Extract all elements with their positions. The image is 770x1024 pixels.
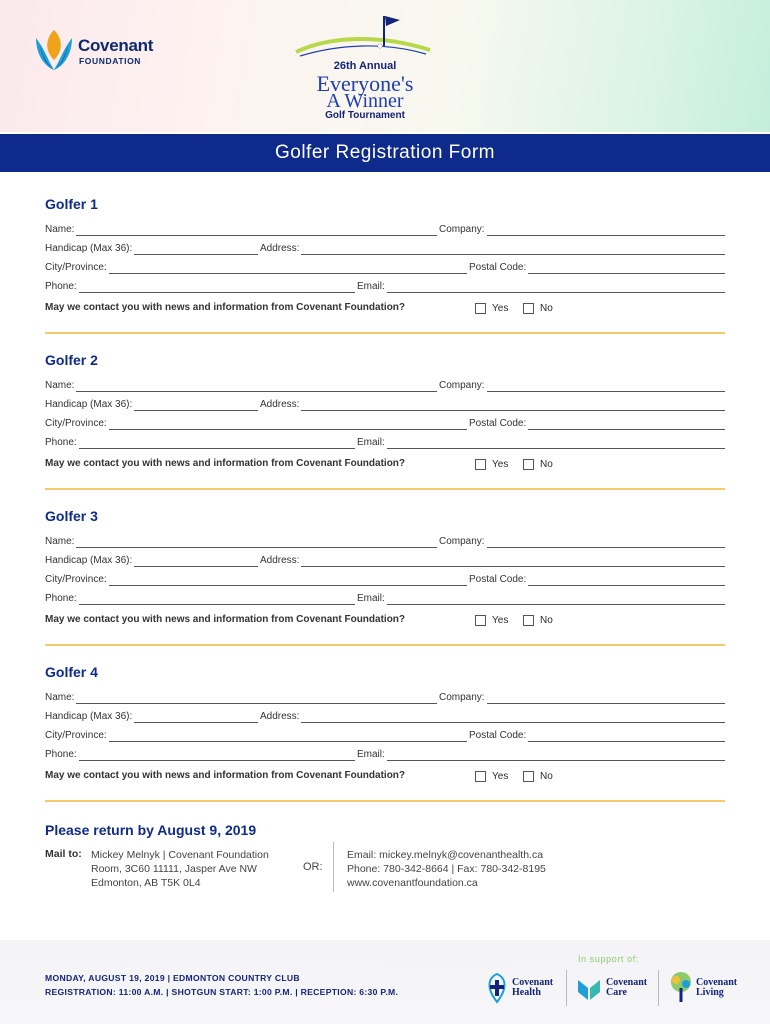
email-field[interactable] (357, 747, 725, 761)
or-label: OR: (303, 861, 323, 873)
input-line[interactable] (134, 557, 258, 567)
postal-code-field[interactable] (469, 416, 725, 430)
address-field[interactable] (260, 397, 725, 411)
input-line[interactable] (301, 245, 725, 255)
field-label: City/Province: (45, 730, 107, 741)
input-line[interactable] (528, 264, 725, 274)
field-label: Phone: (45, 749, 77, 760)
hands-icon (576, 970, 602, 1006)
company-field[interactable] (439, 378, 725, 392)
footer (0, 940, 770, 1024)
input-line[interactable] (109, 576, 467, 586)
input-line[interactable] (79, 439, 355, 449)
company-field[interactable] (439, 222, 725, 236)
field-label: Yes (492, 770, 509, 782)
input-line[interactable] (528, 420, 725, 430)
handicap-field[interactable] (45, 241, 258, 255)
field-label: Company: (439, 380, 485, 391)
field-label: Email: (357, 593, 385, 604)
yes-checkbox[interactable] (475, 301, 508, 315)
event-annual: 26th Annual (333, 60, 397, 72)
no-checkbox[interactable] (523, 613, 553, 627)
golfer-heading: Golfer 1 (45, 196, 98, 212)
address-field[interactable] (260, 553, 725, 567)
consent-question: May we contact you with news and information from Covenant Foundation? (45, 614, 406, 625)
field-label: Yes (492, 458, 509, 470)
section-divider (45, 800, 725, 802)
address-field[interactable] (260, 241, 725, 255)
handicap-field[interactable] (45, 709, 258, 723)
input-line[interactable] (76, 226, 437, 236)
checkbox-box[interactable] (475, 771, 486, 782)
field-label: Name: (45, 380, 75, 391)
event-schedule: REGISTRATION: 11:00 A.M. | SHOTGUN START: 1:00 P.M. | RECEPTION: 6:30 P.M. (45, 987, 399, 997)
postal-code-field[interactable] (469, 572, 725, 586)
input-line[interactable] (109, 264, 467, 274)
in-support-label: In support of: (578, 954, 639, 964)
field-label: Phone: (45, 437, 77, 448)
input-line[interactable] (387, 439, 725, 449)
contact-consent (45, 768, 725, 784)
input-line[interactable] (79, 751, 355, 761)
email-field[interactable] (357, 279, 725, 293)
covenant-care-logo: Covenant Care (576, 970, 652, 1006)
field-label: No (540, 302, 553, 314)
field-label: Handicap (Max 36): (45, 243, 133, 254)
input-line[interactable] (109, 420, 467, 430)
tournament-logo (290, 14, 440, 124)
field-label: Yes (492, 302, 509, 314)
field-label: City/Province: (45, 262, 107, 273)
tree-icon (668, 970, 694, 1006)
divider (333, 842, 334, 892)
field-label: Email: (357, 437, 385, 448)
input-line[interactable] (487, 382, 725, 392)
covenant-foundation-logo (32, 26, 162, 78)
golfer-section-4 (45, 664, 725, 814)
company-field[interactable] (439, 690, 725, 704)
phone-field[interactable] (45, 435, 355, 449)
contact-consent (45, 612, 725, 628)
handicap-field[interactable] (45, 553, 258, 567)
yes-checkbox[interactable] (475, 613, 508, 627)
city-province-field[interactable] (45, 572, 467, 586)
input-line[interactable] (387, 751, 725, 761)
golfer-heading: Golfer 4 (45, 664, 98, 680)
field-label: Company: (439, 224, 485, 235)
input-line[interactable] (134, 401, 258, 411)
section-divider (45, 488, 725, 490)
phone-field[interactable] (45, 747, 355, 761)
phone-field[interactable] (45, 279, 355, 293)
input-line[interactable] (76, 538, 437, 548)
input-line[interactable] (528, 576, 725, 586)
input-line[interactable] (109, 732, 467, 742)
field-label: Company: (439, 692, 485, 703)
field-label: Company: (439, 536, 485, 547)
input-line[interactable] (301, 713, 725, 723)
field-label: Handicap (Max 36): (45, 711, 133, 722)
field-label: Email: (357, 281, 385, 292)
field-label: Name: (45, 224, 75, 235)
name-field[interactable] (45, 690, 437, 704)
event-title-line-1: Everyone's (316, 71, 414, 96)
name-field[interactable] (45, 378, 437, 392)
field-label: Postal Code: (469, 418, 527, 429)
event-title-line-2: A Winner (326, 90, 404, 112)
no-checkbox[interactable] (523, 769, 553, 783)
field-label: Address: (260, 243, 300, 254)
city-province-field[interactable] (45, 260, 467, 274)
section-divider (45, 644, 725, 646)
address-field[interactable] (260, 709, 725, 723)
form-title: Golfer Registration Form (0, 134, 770, 172)
input-line[interactable] (387, 595, 725, 605)
no-checkbox[interactable] (523, 301, 553, 315)
foundation-name: Covenant (78, 36, 154, 55)
no-checkbox[interactable] (523, 457, 553, 471)
event-title-line-3: Golf Tournament (325, 110, 405, 121)
handicap-field[interactable] (45, 397, 258, 411)
field-label: Phone: (45, 593, 77, 604)
name-field[interactable] (45, 534, 437, 548)
tulip-logo-icon (32, 26, 76, 78)
golf-flag-icon (290, 14, 440, 64)
city-province-field[interactable] (45, 416, 467, 430)
partner-divider (658, 970, 659, 1006)
section-divider (45, 332, 725, 334)
checkbox-box[interactable] (523, 303, 534, 314)
input-line[interactable] (301, 557, 725, 567)
consent-question: May we contact you with news and information from Covenant Foundation? (45, 458, 406, 469)
yes-checkbox[interactable] (475, 457, 508, 471)
checkbox-box[interactable] (475, 303, 486, 314)
checkbox-box[interactable] (475, 615, 486, 626)
checkbox-box[interactable] (475, 459, 486, 470)
input-line[interactable] (134, 713, 258, 723)
email-field[interactable] (357, 435, 725, 449)
name-field[interactable] (45, 222, 437, 236)
yes-checkbox[interactable] (475, 769, 508, 783)
field-label: Yes (492, 614, 509, 626)
field-label: Email: (357, 749, 385, 760)
field-label: Postal Code: (469, 262, 527, 273)
input-line[interactable] (487, 538, 725, 548)
input-line[interactable] (79, 595, 355, 605)
field-label: Phone: (45, 281, 77, 292)
golfer-section-2 (45, 352, 725, 502)
phone-contact: Phone: 780-342-8664 | Fax: 780-342-8195 (347, 863, 546, 875)
input-line[interactable] (76, 382, 437, 392)
field-label: Address: (260, 711, 300, 722)
field-label: No (540, 458, 553, 470)
foundation-subtitle: FOUNDATION (79, 56, 142, 66)
company-field[interactable] (439, 534, 725, 548)
mailing-address: Mickey Melnyk | Covenant Foundation Room, 3C60 11111, Jasper Ave NW Edmonton, AB T5K 0L4 (91, 849, 269, 889)
golfer-heading: Golfer 2 (45, 352, 98, 368)
field-label: Handicap (Max 36): (45, 555, 133, 566)
partner-divider (566, 970, 567, 1006)
event-date-location: MONDAY, AUGUST 19, 2019 | EDMONTON COUNTRY CLUB (45, 973, 300, 983)
contact-consent (45, 300, 725, 316)
input-line[interactable] (134, 245, 258, 255)
field-label: No (540, 614, 553, 626)
return-heading: Please return by August 9, 2019 (45, 822, 257, 838)
field-label: Name: (45, 692, 75, 703)
input-line[interactable] (76, 694, 437, 704)
field-label: Address: (260, 399, 300, 410)
input-line[interactable] (487, 226, 725, 236)
field-label: City/Province: (45, 574, 107, 585)
cross-icon (484, 970, 510, 1006)
golfer-section-3 (45, 508, 725, 658)
city-province-field[interactable] (45, 728, 467, 742)
postal-code-field[interactable] (469, 728, 725, 742)
contact-details (347, 848, 546, 890)
golfer-heading: Golfer 3 (45, 508, 98, 524)
input-line[interactable] (301, 401, 725, 411)
email-contact[interactable]: Email: mickey.melnyk@covenanthealth.ca (347, 849, 544, 861)
field-label: Postal Code: (469, 730, 527, 741)
website-link[interactable]: www.covenantfoundation.ca (347, 877, 478, 889)
input-line[interactable] (487, 694, 725, 704)
return-info (45, 822, 725, 902)
input-line[interactable] (528, 732, 725, 742)
contact-consent (45, 456, 725, 472)
golfer-section-1 (45, 196, 725, 346)
email-field[interactable] (357, 591, 725, 605)
checkbox-box[interactable] (523, 615, 534, 626)
field-label: City/Province: (45, 418, 107, 429)
covenant-living-logo: Covenant Living (668, 970, 744, 1006)
field-label: Postal Code: (469, 574, 527, 585)
input-line[interactable] (387, 283, 725, 293)
checkbox-box[interactable] (523, 771, 534, 782)
consent-question: May we contact you with news and information from Covenant Foundation? (45, 302, 406, 313)
field-label: Address: (260, 555, 300, 566)
header-banner (0, 0, 770, 132)
field-label: Name: (45, 536, 75, 547)
input-line[interactable] (79, 283, 355, 293)
phone-field[interactable] (45, 591, 355, 605)
consent-question: May we contact you with news and information from Covenant Foundation? (45, 770, 406, 781)
field-label: No (540, 770, 553, 782)
checkbox-box[interactable] (523, 459, 534, 470)
postal-code-field[interactable] (469, 260, 725, 274)
field-label: Handicap (Max 36): (45, 399, 133, 410)
mail-to-label: Mail to: (45, 848, 82, 860)
covenant-health-logo: Covenant Health (484, 970, 558, 1006)
